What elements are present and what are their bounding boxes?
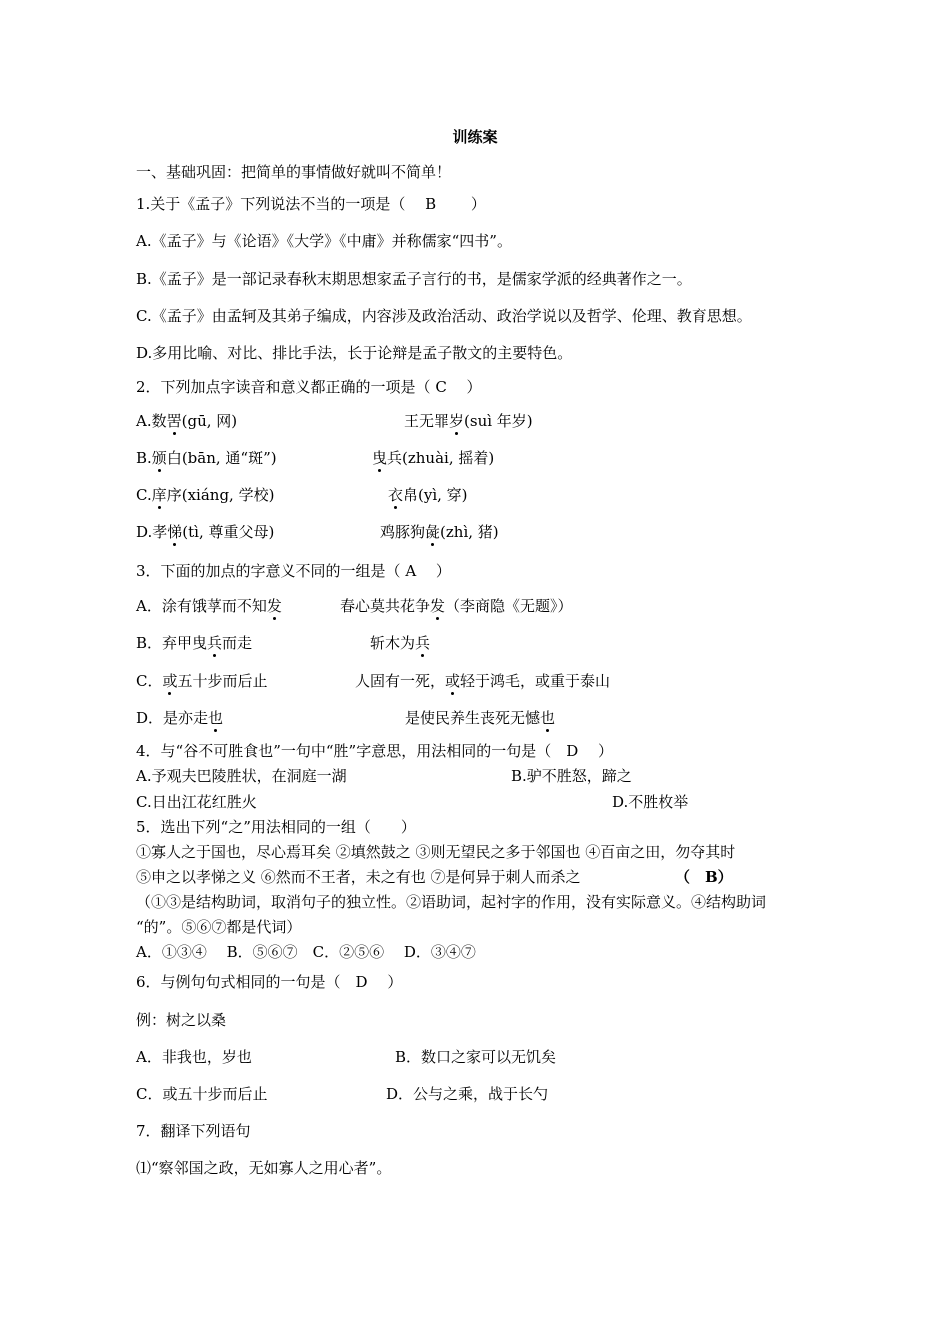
q2-option-b-right xyxy=(372,448,494,468)
q5-items-line1: ①寡人之于国也，尽心焉耳矣 ②填然鼓之 ③则无望民之多于邻国也 ④百亩之田，勿夺其时 xyxy=(136,843,736,861)
text: 而走 xyxy=(222,634,253,652)
q3-stem: 3．下面的加点的字意义不同的一组是（ A ） xyxy=(136,562,451,580)
dotted-char: 兵 xyxy=(415,634,431,652)
q1-stem: 1.关于《孟子》下列说法不当的一项是（ B ） xyxy=(136,195,486,213)
text: 轻于鸿毛，或重于泰山 xyxy=(460,672,611,690)
q4-option-a: A.予观夫巴陵胜状，在洞庭一湖 xyxy=(136,767,347,785)
q1-option-a: A.《孟子》与《论语》《大学》《中庸》并称儒家“四书”。 xyxy=(136,232,512,250)
q5-options: A．①③④ B．⑤⑥⑦ C．②⑤⑥ D．③④⑦ xyxy=(136,943,476,961)
q5-note-line2: “的”。⑤⑥⑦都是代词） xyxy=(136,918,302,936)
q6-option-b: B．数口之家可以无饥矣 xyxy=(395,1048,557,1066)
dotted-char: 罟 xyxy=(166,412,182,430)
text: 春心莫共花争 xyxy=(340,597,431,615)
q3-option-c-right xyxy=(355,671,610,691)
text: 是使民养生丧死无憾 xyxy=(405,709,541,727)
q7-sentence-1: ⑴“察邻国之政，无如寡人之用心者”。 xyxy=(136,1159,392,1177)
q1-option-d: D.多用比喻、对比、排比手法，长于论辩是孟子散文的主要特色。 xyxy=(136,344,573,362)
q2-stem: 2．下列加点字读音和意义都正确的一项是（ C ） xyxy=(136,378,482,396)
q1-option-b: B.《孟子》是一部记录春秋末期思想家孟子言行的书，是儒家学派的经典著作之一。 xyxy=(136,270,692,288)
text: 兵(zhuài, 摇着) xyxy=(387,449,495,467)
dotted-char: 兵 xyxy=(207,634,223,652)
text: B．弃甲曳 xyxy=(136,634,208,652)
dotted-char: 也 xyxy=(540,709,556,727)
q4-option-c: C.日出江花红胜火 xyxy=(136,793,257,811)
text: A.数 xyxy=(136,412,167,430)
dotted-char: 彘 xyxy=(425,523,441,541)
text: （李商隐《无题》） xyxy=(445,597,573,615)
q4-option-d: D.不胜枚举 xyxy=(612,793,689,811)
text: 人固有一死， xyxy=(355,672,446,690)
dotted-char: 曳 xyxy=(372,449,388,467)
q3-option-c-left xyxy=(136,671,268,691)
q5-stem: 5．选出下列“之”用法相同的一组（ ） xyxy=(136,818,416,836)
dotted-char: 岁 xyxy=(449,412,465,430)
text: 五十步而后止 xyxy=(177,672,268,690)
q6-option-d: D．公与之乘，战于长勺 xyxy=(386,1085,549,1103)
text: C． xyxy=(136,672,163,690)
dotted-char: 庠 xyxy=(151,486,167,504)
q6-option-a: A．非我也，岁也 xyxy=(136,1048,252,1066)
text: C. xyxy=(136,486,152,504)
q2-option-c-right xyxy=(388,485,468,505)
text: (gū, 网) xyxy=(181,412,238,430)
q3-option-a-left xyxy=(136,596,282,616)
q2-option-d-right xyxy=(380,522,499,542)
text: (tì, 尊重父母) xyxy=(182,523,275,541)
text: D.孝 xyxy=(136,523,168,541)
q3-option-b-left xyxy=(136,633,252,653)
text: D．是亦走 xyxy=(136,709,209,727)
q4-stem: 4．与“谷不可胜食也”一句中“胜”字意思，用法相同的一句是（ D ） xyxy=(136,742,614,760)
q3-option-d-right xyxy=(405,708,555,728)
dotted-char: 或 xyxy=(445,672,461,690)
q2-option-c-left xyxy=(136,485,274,505)
text: 帛(yì, 穿) xyxy=(403,486,468,504)
text: 序(xiáng, 学校) xyxy=(166,486,275,504)
q3-option-b-right xyxy=(370,633,430,653)
text: 斩木为 xyxy=(370,634,416,652)
text: A．涂有饿莩而不知 xyxy=(136,597,267,615)
q5-answer: （ B） xyxy=(675,868,733,886)
q3-option-a-right xyxy=(340,596,573,616)
q5-note-line1: （①③是结构助词，取消句子的独立性。②语助词，起衬字的作用，没有实际意义。④结构助词 xyxy=(136,893,767,911)
page-title: 训练案 xyxy=(452,128,498,146)
text: B. xyxy=(136,449,152,467)
q2-option-a-left xyxy=(136,411,237,431)
q6-stem: 6．与例句句式相同的一句是（ D ） xyxy=(136,973,403,991)
q6-option-c: C．或五十步而后止 xyxy=(136,1085,268,1103)
q2-option-d-left xyxy=(136,522,274,542)
dotted-char: 也 xyxy=(208,709,224,727)
q5-items-line2: ⑤申之以孝悌之义 ⑥然而不王者，未之有也 ⑦是何异于刺人而杀之 xyxy=(136,868,581,886)
q6-example: 例：树之以桑 xyxy=(136,1011,227,1029)
dotted-char: 衣 xyxy=(388,486,404,504)
q2-option-a-right xyxy=(404,411,533,431)
q7-stem: 7．翻译下列语句 xyxy=(136,1122,251,1140)
dotted-char: 或 xyxy=(162,672,178,690)
text: 王无罪 xyxy=(404,412,450,430)
dotted-char: 发 xyxy=(430,597,446,615)
dotted-char: 发 xyxy=(266,597,282,615)
q4-option-b: B.驴不胜怒，蹄之 xyxy=(511,767,632,785)
dotted-char: 悌 xyxy=(167,523,183,541)
q3-option-d-left xyxy=(136,708,223,728)
text: 鸡豚狗 xyxy=(380,523,426,541)
dotted-char: 颁 xyxy=(151,449,167,467)
section-heading: 一、基础巩固：把简单的事情做好就叫不简单！ xyxy=(136,163,452,181)
text: (suì 年岁) xyxy=(464,412,533,430)
q2-option-b-left xyxy=(136,448,277,468)
text: (zhì, 猪) xyxy=(440,523,499,541)
text: 白(bān, 通“斑”) xyxy=(166,449,277,467)
q1-option-c: C.《孟子》由孟轲及其弟子编成，内容涉及政治活动、政治学说以及哲学、伦理、教育思想。 xyxy=(136,307,752,325)
